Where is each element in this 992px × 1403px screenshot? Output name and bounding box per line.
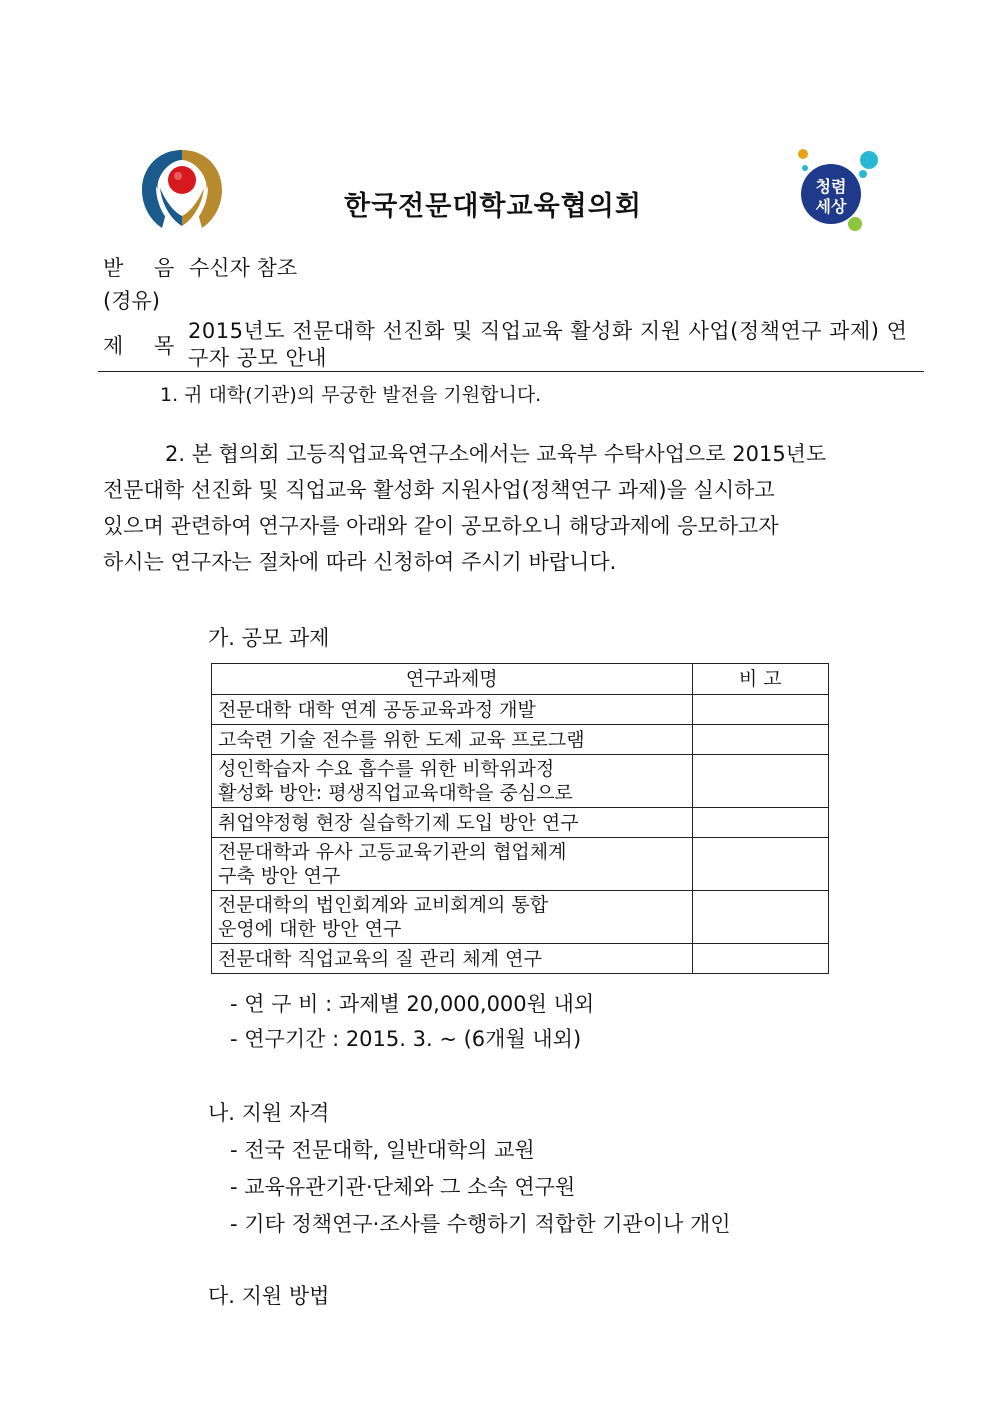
subject-label: 제 목 — [103, 334, 187, 358]
header-divider — [98, 371, 924, 372]
table-row — [212, 725, 829, 755]
table-row — [212, 838, 829, 891]
task-name-cell: 전문대학과 유사 고등교육기관의 협업체계 구축 방안 연구 — [212, 838, 693, 891]
paragraph-2-line: 전문대학 선진화 및 직업교육 활성화 지원사업(정책연구 과제)을 실시하고 — [103, 478, 775, 502]
via-label: (경유) — [103, 289, 160, 313]
recipient-value: 수신자 참조 — [189, 256, 298, 280]
recipient-label: 받 음 — [103, 256, 187, 280]
subject-label-row — [103, 330, 189, 360]
paragraph-1: 1. 귀 대학(기관)의 무궁한 발전을 기원합니다. — [160, 384, 542, 406]
section-ga-title: 가. 공모 과제 — [208, 626, 330, 650]
table-row — [212, 944, 829, 974]
svg-text:세상: 세상 — [815, 197, 847, 216]
eligibility-item: - 교육유관기관·단체와 그 소속 연구원 — [230, 1175, 576, 1199]
via-row — [103, 285, 189, 315]
paragraph-2-line: 있으며 관련하여 연구자를 아래와 같이 공모하오니 해당과제에 응모하고자 — [103, 514, 779, 538]
section-da-title: 다. 지원 방법 — [208, 1284, 330, 1308]
paragraph-2-line: 2. 본 협의회 고등직업교육연구소에서는 교육부 수탁사업으로 2015년도 — [165, 442, 827, 466]
task-note-cell — [692, 755, 828, 808]
column-header-task-name: 연구과제명 — [212, 664, 693, 695]
research-tasks-table — [211, 663, 829, 974]
svg-text:청렴: 청렴 — [815, 177, 847, 196]
task-name-cell: 전문대학 직업교육의 질 관리 체계 연구 — [212, 944, 693, 974]
paragraph-2-line: 하시는 연구자는 절차에 따라 신청하여 주시기 바랍니다. — [103, 550, 617, 574]
task-note-cell — [692, 838, 828, 891]
task-name-cell: 고숙련 기술 전수를 위한 도제 교육 프로그램 — [212, 725, 693, 755]
section-na-title: 나. 지원 자격 — [208, 1101, 330, 1125]
task-note-cell — [692, 808, 828, 838]
task-note-cell — [692, 891, 828, 944]
budget-line: - 연 구 비 : 과제별 20,000,000원 내외 — [230, 992, 595, 1016]
table-header-row — [212, 664, 829, 695]
task-note-cell — [692, 695, 828, 725]
table-row — [212, 695, 829, 725]
eligibility-item: - 전국 전문대학, 일반대학의 교원 — [230, 1138, 535, 1162]
recipient-row — [103, 252, 297, 282]
integrity-world-logo — [795, 146, 885, 236]
task-note-cell — [692, 725, 828, 755]
paragraph-2 — [103, 436, 903, 580]
organization-name: 한국전문대학교육협의회 — [344, 191, 642, 222]
period-line: - 연구기간 : 2015. 3. ~ (6개월 내외) — [230, 1027, 582, 1051]
table-row — [212, 891, 829, 944]
table-row — [212, 808, 829, 838]
subject-value: 2015년도 전문대학 선진화 및 직업교육 활성화 지원 사업(정책연구 과제) 연구자 공모 안내 — [188, 319, 908, 370]
task-name-cell: 성인학습자 수요 흡수를 위한 비학위과정 활성화 방안: 평생직업교육대학을 중심으로 — [212, 755, 693, 808]
task-name-cell: 전문대학의 법인회계와 교비회계의 통합 운영에 대한 방안 연구 — [212, 891, 693, 944]
task-note-cell — [692, 944, 828, 974]
task-name-cell: 취업약정형 현장 실습학기제 도입 방안 연구 — [212, 808, 693, 838]
table-row — [212, 755, 829, 808]
eligibility-item: - 기타 정책연구·조사를 수행하기 적합한 기관이나 개인 — [230, 1212, 731, 1236]
column-header-note: 비 고 — [692, 664, 828, 695]
org-emblem-logo — [138, 146, 226, 234]
task-name-cell: 전문대학 대학 연계 공동교육과정 개발 — [212, 695, 693, 725]
